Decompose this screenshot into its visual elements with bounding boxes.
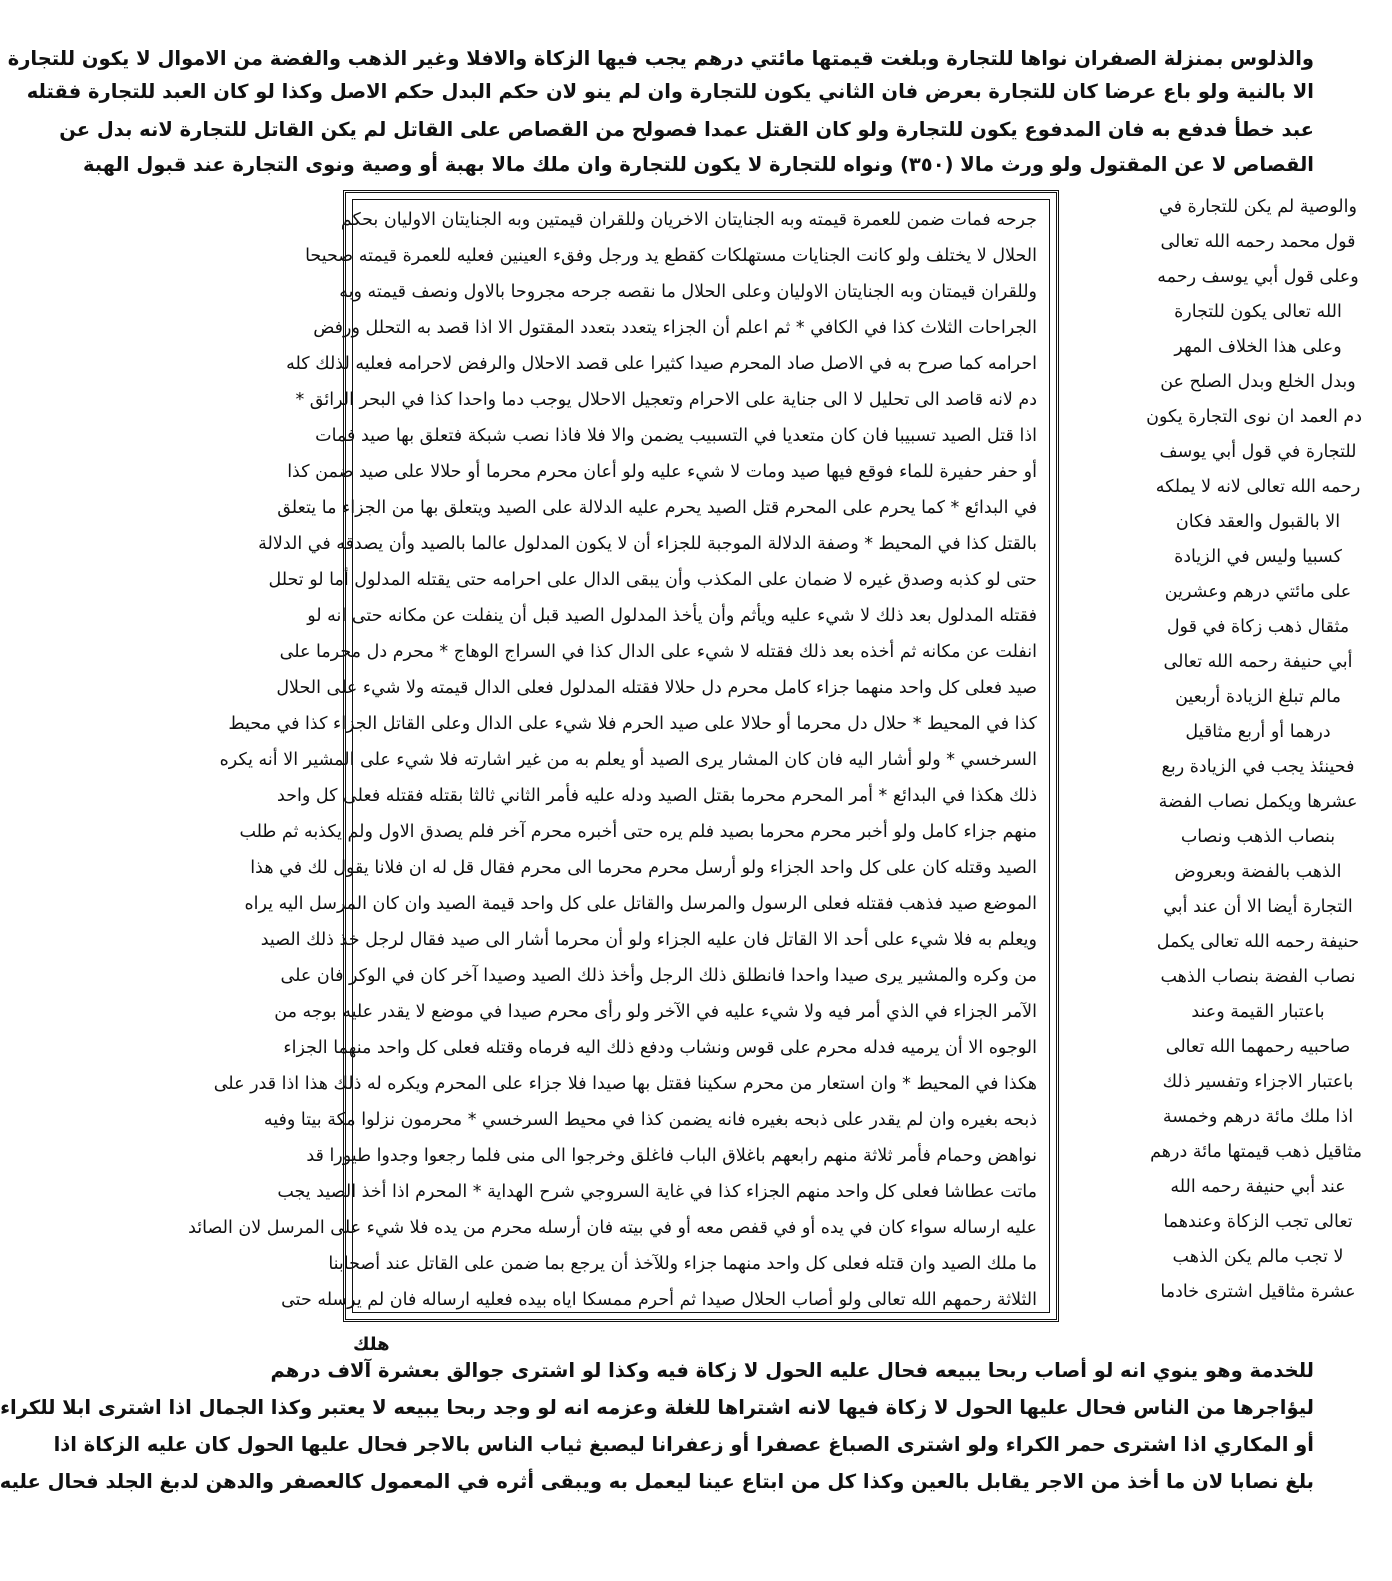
box-line: عليه ارساله سواء كان في يده أو في قفص معه أو في بيته فان أرسله محرم من يده فلا شيء على المرسل لان الصائد — [188, 1218, 1037, 1238]
margin-line: التجارة أيضا الا أن عند أبي — [1163, 897, 1353, 917]
top-line-1: والذلوس بمنزلة الصفران نواها للتجارة وبلغت قيمتها مائتي درهم يجب فيها الزكاة والافلا وغير الذهب والفضة من الاموال لا يكون للتجارة — [7, 47, 1314, 70]
box-line: ماتت عطاشا فعلى كل واحد منهم الجزاء كذا في غاية السروجي شرح الهداية * المحرم اذا أخذ الصيد يجب — [277, 1182, 1037, 1202]
box-line: الموضع صيد فذهب فقتله فعلى الرسول والمرسل والقاتل على كل واحد قيمة الصيد وان كان المرسل اليه يراه — [244, 894, 1037, 914]
top-line-3: عبد خطأ فدفع به فان المدفوع يكون للتجارة ولو كان القتل عمدا فصولح من القصاص على القاتل لم يكن القاتل للتجارة لانه بدل عن — [59, 118, 1314, 141]
margin-line: عشرة مثاقيل اشترى خادما — [1160, 1282, 1356, 1302]
box-line: وللقران قيمتان وبه الجنايتان الاوليان وعلى الحلال ما نقصه جرحه مجروحا بالاول ونصف قيمته وبه — [339, 282, 1037, 302]
box-line: الوجوه الا أن يرميه فدله محرم على قوس ونشاب ودفع ذلك اليه فرماه وقتله فعلى كل واحد منهما الجزاء — [283, 1038, 1037, 1058]
box-line: في البدائع * كما يحرم على المحرم قتل الصيد يحرم عليه الدلالة على الصيد ويتعلق بها من الجزاء ما يتعلق — [277, 498, 1037, 518]
box-line: الثلاثة رحمهم الله تعالى ولو أصاب الحلال صيدا ثم أحرم ممسكا اياه بيده فعليه ارساله فان لم يرسله حتى — [281, 1290, 1037, 1310]
box-line: الآمر الجزاء في الذي أمر فيه ولا شيء عليه في الآخر ولو رأى محرم صيدا في موضع لا يقدر عليه بوجه من — [274, 1002, 1037, 1022]
margin-line: دم العمد ان نوى التجارة يكون — [1146, 407, 1362, 427]
margin-line: اذا ملك مائة درهم وخمسة — [1162, 1107, 1354, 1127]
margin-line: وعلى هذا الخلاف المهر — [1174, 337, 1342, 357]
margin-line: صاحبيه رحمهما الله تعالى — [1165, 1037, 1351, 1057]
margin-line: وبدل الخلع وبدل الصلح عن — [1160, 372, 1356, 392]
bottom-line-3: أو المكاري اذا اشترى حمر الكراء ولو اشترى الصباغ عصفرا أو زعفرانا ليصبغ ثياب الناس بالاجر فحال عليها الحول كان عليه الزكاة اذا — [53, 1433, 1314, 1456]
box-line: انفلت عن مكانه ثم أخذه بعد ذلك فقتله لا شيء على الدال كذا في السراج الوهاج * محرم دل محرما على — [279, 642, 1037, 662]
bottom-line-1: للخدمة وهو ينوي انه لو أصاب ربحا يبيعه فحال عليه الحول لا زكاة فيه وكذا لو اشترى جوالق بعشرة آلاف درهم — [270, 1359, 1314, 1382]
margin-line: باعتبار القيمة وعند — [1191, 1002, 1325, 1022]
box-line: ذبحه بغيره وان لم يقدر على ذبحه بغيره فانه يضمن كذا في محيط السرخسي * محرمون نزلوا مكة بيتا وفيه — [263, 1110, 1037, 1130]
margin-line: على مائتي درهم وعشرين — [1164, 582, 1352, 602]
margin-line: باعتبار الاجزاء وتفسير ذلك — [1162, 1072, 1354, 1092]
margin-line: حنيفة رحمه الله تعالى يكمل — [1156, 932, 1360, 952]
box-line: فقتله المدلول بعد ذلك لا شيء عليه ويأثم وأن يأخذ المدلول الصيد قبل أن ينفلت عن مكانه حتى انه لو — [307, 606, 1037, 626]
box-line: الصيد وقتله كان على كل واحد الجزاء ولو أرسل محرم محرما الى محرم فقال قل له ان فلانا يقول لك في هذا — [250, 858, 1037, 878]
commentary-box-inner-border — [188, 199, 1050, 1313]
box-line: منهم جزاء كامل ولو أخبر محرم محرما بصيد فلم يره حتى أخبره محرم آخر فلم يصدق الاول ولم يكذبه ثم طلب — [239, 822, 1037, 842]
box-line: حتى لو كذبه وصدق غيره لا ضمان على المكذب وأن يبقى الدال على احرامه حتى يقتله المدلول أما لو تحلل — [268, 570, 1037, 590]
box-line: ويعلم به فلا شيء على أحد الا القاتل فان عليه الجزاء ولو أن محرما أشار الى صيد فقال لرجل خذ ذلك الصيد — [260, 930, 1037, 950]
margin-line: عند أبي حنيفة رحمه الله — [1170, 1177, 1346, 1197]
commentary-box — [188, 190, 1059, 1322]
box-line: أو حفر حفيرة للماء فوقع فيها صيد ومات لا شيء عليه ولو أعان محرم محرما أو حلالا على صيد ضمن كذا — [287, 462, 1037, 482]
margin-line: رحمه الله تعالى لانه لا يملكه — [1155, 477, 1361, 497]
catchword: هلك — [353, 1334, 390, 1355]
box-line: جرحه فمات ضمن للعمرة قيمته وبه الجنايتان الاخريان وللقران قيمتين وبه الجنايتان الاوليان بحكم — [340, 210, 1037, 230]
margin-line: نصاب الفضة بنصاب الذهب — [1160, 967, 1356, 987]
box-line: كذا في المحيط * حلال دل محرما أو حلالا على صيد الحرم فلا شيء على الدال وعلى القاتل الجزاء كذا في محيط — [228, 714, 1037, 734]
margin-line: قول محمد رحمه الله تعالى — [1160, 232, 1356, 252]
margin-line: لا تجب مالم يكن الذهب — [1172, 1247, 1344, 1267]
box-line: نواهض وحمام فأمر ثلاثة منهم رابعهم باغلاق الباب فاغلق وخرجوا الى منى فلما رجعوا وجدوا طيورا قد — [306, 1146, 1037, 1166]
margin-line: مالم تبلغ الزيادة أربعين — [1175, 687, 1341, 707]
margin-line: والوصية لم يكن للتجارة في — [1159, 197, 1357, 217]
margin-line: عشرها ويكمل نصاب الفضة — [1158, 792, 1358, 812]
margin-line: بنصاب الذهب ونصاب — [1180, 827, 1336, 847]
margin-line: تعالى تجب الزكاة وعندهما — [1163, 1212, 1353, 1232]
box-line: دم لانه قاصد الى تحليل لا الى جناية على الاحرام وتعجيل الاحلال يوجب دما واحدا كذا في البحر الرائق * — [295, 390, 1037, 410]
margin-line: أبي حنيفة رحمه الله تعالى — [1163, 652, 1353, 672]
top-line-2: الا بالنية ولو باع عرضا كان للتجارة بعرض فان الثاني يكون للتجارة وان لم ينو لان حكم البدل حكم الاصل وكذا لو كان العبد للتجارة فقتله — [26, 80, 1314, 103]
box-line: ذلك هكذا في البدائع * أمر المحرم محرما بقتل الصيد ودله عليه فأمر الثاني ثالثا بقتله فقتله فعلى كل واحد — [277, 786, 1037, 806]
margin-line: الله تعالى يكون للتجارة — [1174, 302, 1342, 322]
box-line: السرخسي * ولو أشار اليه فان كان المشار يرى الصيد أو يعلم به من غير اشارته فلا شيء على المشير الا أنه يكره — [219, 750, 1037, 770]
box-line: هكذا في المحيط * وان استعار من محرم سكينا فقتل بها صيدا فلا جزاء على المحرم ويكره له ذلك هذا اذا قدر على — [213, 1074, 1037, 1094]
box-line: الجراحات الثلاث كذا في الكافي * ثم اعلم أن الجزاء يتعدد بتعدد المقتول الا اذا قصد به التحلل ورفض — [313, 318, 1037, 338]
margin-line: للتجارة في قول أبي يوسف — [1159, 442, 1357, 462]
margin-line: مثاقيل ذهب قيمتها مائة درهم — [1150, 1142, 1362, 1162]
box-line: من وكره والمشير يرى صيدا واحدا فانطلق ذلك الرجل وأخذ ذلك الصيد وصيدا آخر كان في الوكر فان على — [280, 966, 1037, 986]
box-line: الحلال لا يختلف ولو كانت الجنايات مستهلكات كقطع يد ورجل وفقء العينين فعليه للعمرة قيمته صحيحا — [305, 246, 1037, 266]
margin-line: فحينئذ يجب في الزيادة ربع — [1161, 757, 1355, 777]
box-line: احرامه كما صرح به في الاصل صاد المحرم صيدا كثيرا على قصد الاحلال والرفض لاحرامه فعليه لذلك كله — [286, 354, 1037, 374]
bottom-line-4: بلغ نصابا لان ما أخذ من الاجر يقابل بالعين وكذا كل من ابتاع عينا ليعمل به ويبقى أثره في المعمول كالعصفر والدهن لدبغ الجلد فحال عليه — [0, 1470, 1314, 1493]
margin-line: كسبيا وليس في الزيادة — [1174, 547, 1342, 567]
margin-line: الذهب بالفضة وبعروض — [1174, 862, 1342, 882]
margin-line: وعلى قول أبي يوسف رحمه — [1157, 267, 1359, 287]
box-line: صيد فعلى كل واحد منهما جزاء كامل محرم دل حلالا فقتله المدلول فعلى الدال قيمته ولا شيء على الحلال — [276, 678, 1037, 698]
box-line: ما ملك الصيد وان قتله فعلى كل واحد منهما جزاء وللآخذ أن يرجع بما ضمن على القاتل عند أصحابنا — [328, 1254, 1037, 1274]
bottom-line-2: ليؤاجرها من الناس فحال عليها الحول لا زكاة فيها لانه اشتراها للغلة وعزمه انه لو وجد ربحا يبيعه لا يعتبر وكذا الجمال اذا اشترى ابلا للكراء — [0, 1396, 1314, 1419]
top-line-4: القصاص لا عن المقتول ولو ورث مالا (٣٥٠) ونواه للتجارة لا يكون للتجارة وان ملك مالا بهبة أو وصية ونوى التجارة عند قبول الهبة — [82, 153, 1314, 176]
margin-line: مثقال ذهب زكاة في قول — [1166, 617, 1350, 637]
box-line: اذا قتل الصيد تسبيبا فان كان متعديا في التسبيب يضمن والا فلا فاذا نصب شبكة فتعلق بها صيد فمات — [315, 426, 1037, 446]
box-line: بالقتل كذا في المحيط * وصفة الدلالة الموجبة للجزاء أن لا يكون المدلول عالما بالصيد وأن يصدقه في الدلالة — [258, 534, 1037, 554]
margin-line: الا بالقبول والعقد فكان — [1175, 512, 1341, 532]
margin-line: درهما أو أربع مثاقيل — [1185, 722, 1331, 742]
